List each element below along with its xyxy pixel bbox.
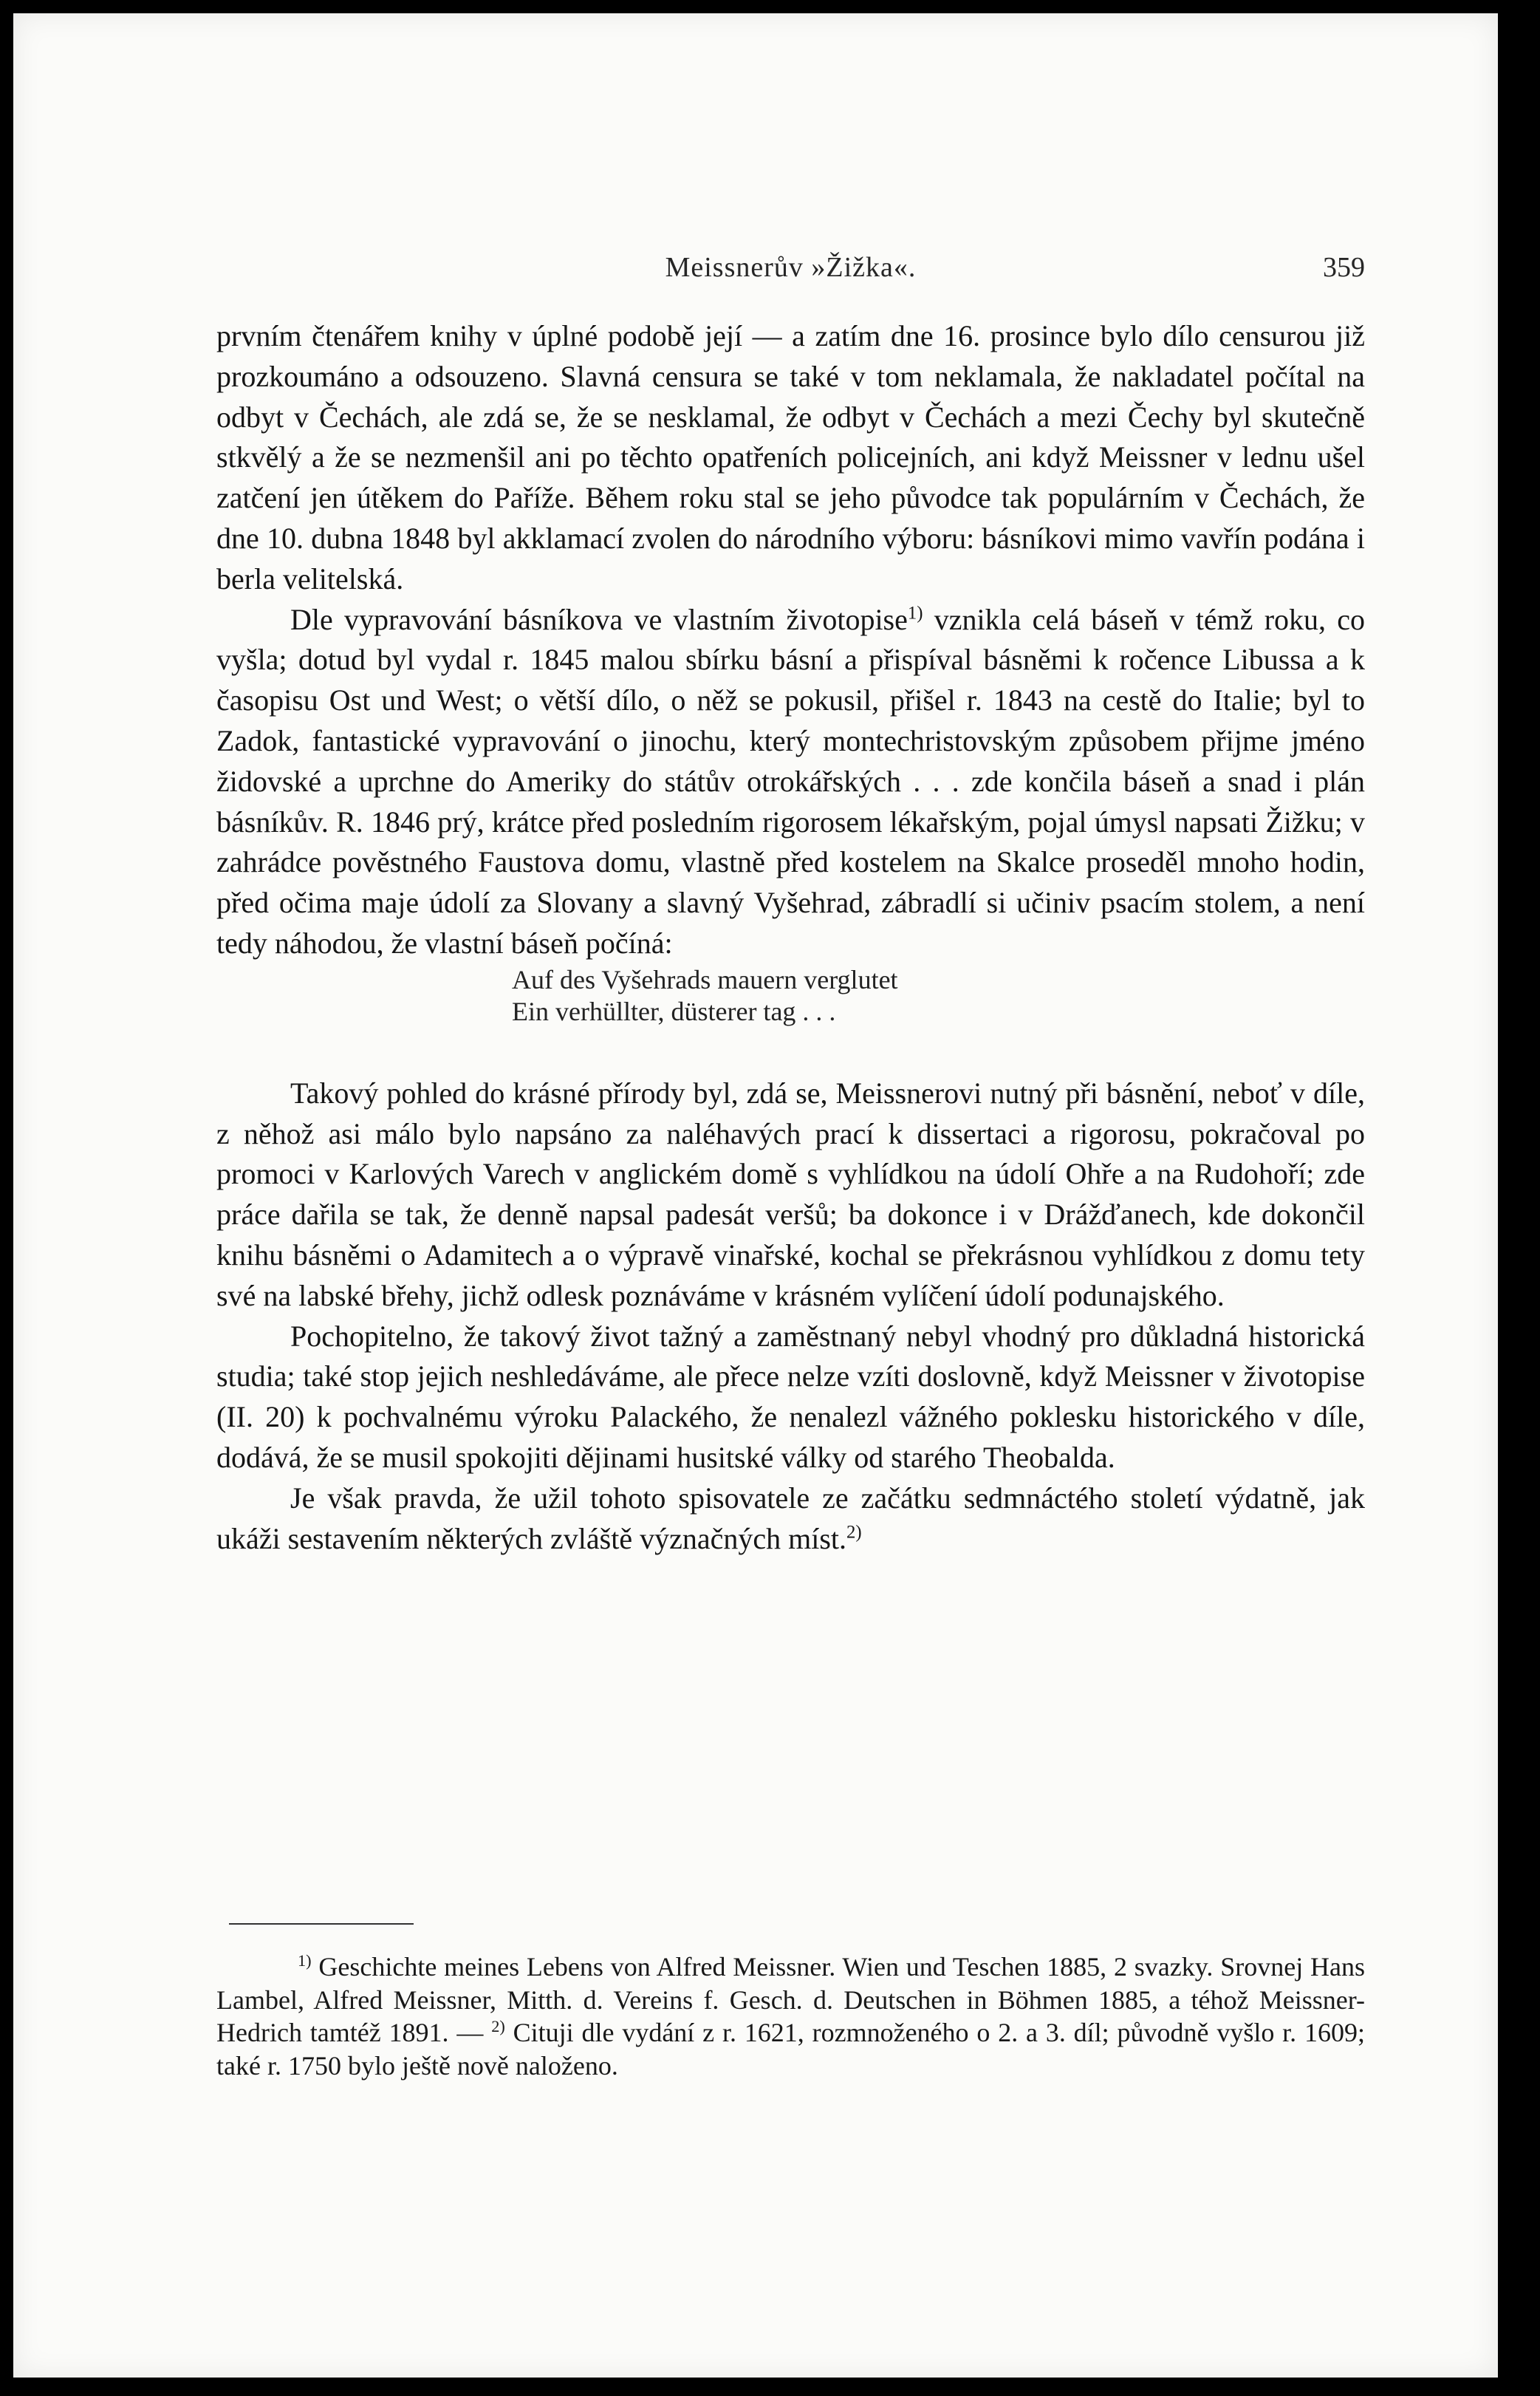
footnote-text: Cituji dle vydání z r. 1621, rozmnoženého o 2. a 3. díl; původně vyšlo r. 1609; také r. 1750 bylo ještě nově naloženo. <box>216 2018 1366 2081</box>
paragraph-text: vznikla celá báseň v témž roku, co vyšla; dotud byl vydal r. 1845 malou sbírku básní a přispíval básněmi k ročence Libussa a k časopisu Ost und West; o větší dílo, o něž se pokusil, přišel r. 1843 na cestě do Italie; byl to Zadok, fantastické vypravování o jinochu, který montechristovským způsobem přijme jméno židovské a uprchne do Ameriky do státův otrokářských . . . zde končila báseň a snad i plán básníkův. R. 1846 prý, krátce před posledním rigorosem lékařským, pojal úmysl napsati Žižku; v zahrádce pověstného Faustova domu, vlastně před kostelem na Skalce proseděl mnoho hodin, před očima maje údolí za Slovany a slavný Vyšehrad, zábradlí si učiniv psacím stolem, a není tedy náhodou, že vlastní báseň počíná: <box>216 602 1365 960</box>
footnote-marker: 2) <box>491 2017 505 2035</box>
footnote-text: Geschichte meines Lebens von Alfred Meissner. Wien und Teschen 1885, 2 svazky. Srovnej Hans Lambel, Alfred Meissner, Mitth. d. Vereins f. Gesch. d. Deutschen in Böhmen 1885, a téhož Meissner-Hedrich tamtéž 1891. — <box>216 1952 1365 2047</box>
paragraph: Takový pohled do krásné přírody byl, zdá se, Meissnerovi nutný při básnění, neboť v díle, z něhož asi málo bylo napsáno za naléhavých prací k dissertaci a rigorosu, pokračoval po promoci v Karlových Varech v anglickém domě s vyhlídkou na údolí Ohře a na Rudohoří; zde práce dařila se tak, že denně napsal padesát veršů; ba dokonce i v Drážďanech, kde dokončil knihu básněmi o Adamitech a o výpravě vinařské, kochal se překrásnou vyhlídkou z domu tety své na labské břehy, jichž odlesk poznáváme v krásném vylíčení údolí podunajského. <box>216 1076 1365 1312</box>
verse-line: Auf des Vyšehrads mauern verglutet <box>512 964 898 994</box>
paragraph: Pochopitelno, že takový život tažný a zaměstnaný nebyl vhodný pro důkladná historická studia; také stop jejich neshledáváme, ale přece nelze vzíti doslovně, když Meissner v životopise (II. 20) k pochvalnému výroku Palackého, že nenalezl vážného poklesku historického v díle, dodává, že se musil spokojiti dějinami husitské války od starého Theobalda. <box>216 1319 1365 1474</box>
footnotes <box>216 1950 1365 2082</box>
running-title: Meissnerův »Žižka«. <box>665 252 917 283</box>
page-number: 359 <box>1323 252 1365 283</box>
footnote-marker: 1) <box>298 1951 312 1970</box>
paragraph-text: Je však pravda, že užil tohoto spisovatele ze začátku sedmnáctého století výdatně, jak ukáži sestavením některých zvláště význačných míst. <box>216 1481 1365 1555</box>
footnote-ref: 1) <box>907 603 923 624</box>
book-page <box>13 13 1498 2378</box>
footnote-ref: 2) <box>846 1522 862 1543</box>
running-header <box>216 251 1365 288</box>
verse-line: Ein verhüllter, düsterer tag . . . <box>512 996 836 1026</box>
footnote <box>216 1950 1365 2082</box>
main-text <box>216 316 1365 1559</box>
paragraph <box>216 1478 1365 1560</box>
paragraph: prvním čtenářem knihy v úplné podobě její — a zatím dne 16. prosince bylo dílo censurou již prozkoumáno a odsouzeno. Slavná censura se také v tom neklamala, že nakladatel počítal na odbyt v Čechách, ale zdá se, že se nesklamal, že odbyt v Čechách a mezi Čechy byl skutečně stkvělý a že se nezmenšil ani po těchto opatřeních policejních, ani když Meissner v lednu ušel zatčení jen útěkem do Paříže. Během roku stal se jeho původce tak populárním v Čechách, že dne 10. dubna 1848 byl akklamací zvolen do národního výboru: básníkovi mimo vavřín podána i berla velitelská. <box>216 319 1365 595</box>
footnote-divider <box>229 1923 414 1925</box>
paragraph-text: Dle vypravování básníkova ve vlastním životopise <box>290 602 908 636</box>
verse-quote <box>512 964 1365 1028</box>
paragraph <box>216 600 1365 964</box>
